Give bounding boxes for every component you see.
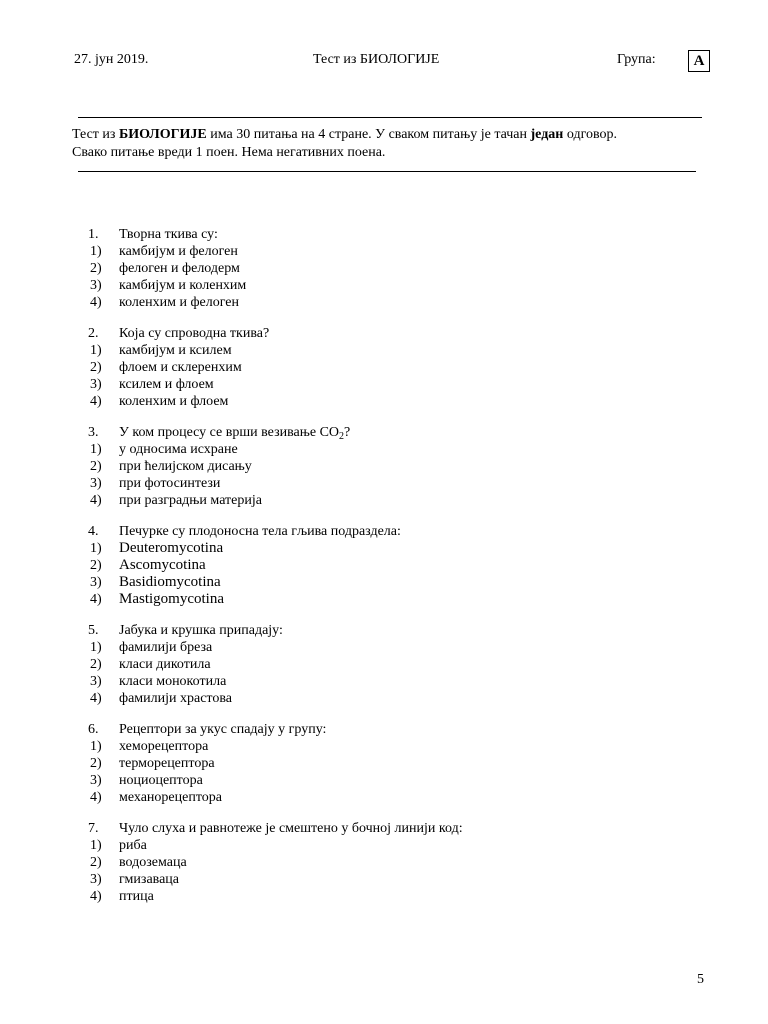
question-text: Која су спроводна ткива? — [119, 326, 270, 341]
answer-option[interactable]: 4) Mastigomycotina — [90, 591, 224, 607]
question-number: 5. — [88, 623, 99, 638]
answer-option[interactable]: 1) Deuteromycotina — [90, 540, 224, 556]
divider-top — [78, 117, 702, 118]
group-box: А — [688, 50, 710, 72]
answer-option[interactable]: 4) коленхим и флоем — [90, 394, 229, 409]
answer-option[interactable]: 2) водоземаца — [90, 855, 187, 870]
question-text: Рецептори за укус спадају у групу: — [119, 722, 327, 737]
answer-option[interactable]: 4) птица — [90, 889, 154, 904]
question-2 — [0, 325, 768, 410]
question-number: 3. — [88, 425, 99, 440]
divider-bottom — [78, 171, 696, 172]
group-label: Група: — [617, 52, 656, 67]
question-text: Јабука и крушка припадају: — [119, 623, 283, 638]
answer-option[interactable]: 2) Ascomycotina — [90, 557, 206, 573]
question-number: 2. — [88, 326, 99, 341]
question-number: 4. — [88, 524, 99, 539]
answer-option[interactable]: 2) фелоген и фелодерм — [90, 261, 240, 276]
page-header — [0, 52, 768, 76]
question-list — [0, 226, 768, 919]
answer-option[interactable]: 3) Basidiomycotina — [90, 574, 221, 590]
test-title: Тест из БИОЛОГИЈЕ — [313, 52, 440, 67]
question-text: Творна ткива су: — [119, 227, 218, 242]
test-date: 27. јун 2019. — [74, 52, 149, 67]
answer-option[interactable]: 1) фамилији бреза — [90, 640, 213, 655]
answer-option[interactable]: 4) коленхим и фелоген — [90, 295, 239, 310]
answer-option[interactable]: 4) при разградњи материја — [90, 493, 262, 508]
answer-option[interactable]: 4) фамилији храстова — [90, 691, 232, 706]
answer-option[interactable]: 3) ксилем и флоем — [90, 377, 214, 392]
question-5 — [0, 622, 768, 707]
question-number: 1. — [88, 227, 99, 242]
question-number: 7. — [88, 821, 99, 836]
answer-option[interactable]: 3) камбијум и коленхим — [90, 278, 247, 293]
instructions — [72, 126, 712, 162]
question-number: 6. — [88, 722, 99, 737]
answer-option[interactable]: 1) камбијум и ксилем — [90, 343, 232, 358]
answer-option[interactable]: 1) у односима исхране — [90, 442, 238, 457]
question-text: Печурке су плодоносна тела гљива подраздела: — [119, 524, 401, 539]
answer-option[interactable]: 3) гмизаваца — [90, 872, 179, 887]
question-6 — [0, 721, 768, 806]
question-text: Чуло слуха и равнотеже је смештено у бочној линији код: — [119, 821, 463, 836]
question-1 — [0, 226, 768, 311]
answer-option[interactable]: 1) риба — [90, 838, 147, 853]
answer-option[interactable]: 2) при ћелијском дисању — [90, 459, 252, 474]
question-4 — [0, 523, 768, 608]
question-text: У ком процесу се врши везивање $CO_2$? — [119, 425, 351, 442]
instructions-line-1: Тест из БИОЛОГИЈЕ има 30 питања на 4 стране. У сваком питању је тачан један одговор. — [72, 127, 617, 142]
answer-option[interactable]: 2) класи дикотила — [90, 657, 211, 672]
answer-option[interactable]: 3) ноциоцептора — [90, 773, 203, 788]
answer-option[interactable]: 3) класи монокотила — [90, 674, 227, 689]
answer-option[interactable]: 1) хеморецептора — [90, 739, 209, 754]
question-3 — [0, 424, 768, 509]
answer-option[interactable]: 1) камбијум и фелоген — [90, 244, 238, 259]
instructions-line-2: Свако питање вреди 1 поен. Нема негативних поена. — [72, 145, 386, 160]
answer-option[interactable]: 4) механорецептора — [90, 790, 222, 805]
answer-option[interactable]: 3) при фотосинтези — [90, 476, 221, 491]
answer-option[interactable]: 2) терморецептора — [90, 756, 215, 771]
page-number: 5 — [697, 972, 704, 987]
answer-option[interactable]: 2) флоем и склеренхим — [90, 360, 242, 375]
question-7 — [0, 820, 768, 905]
